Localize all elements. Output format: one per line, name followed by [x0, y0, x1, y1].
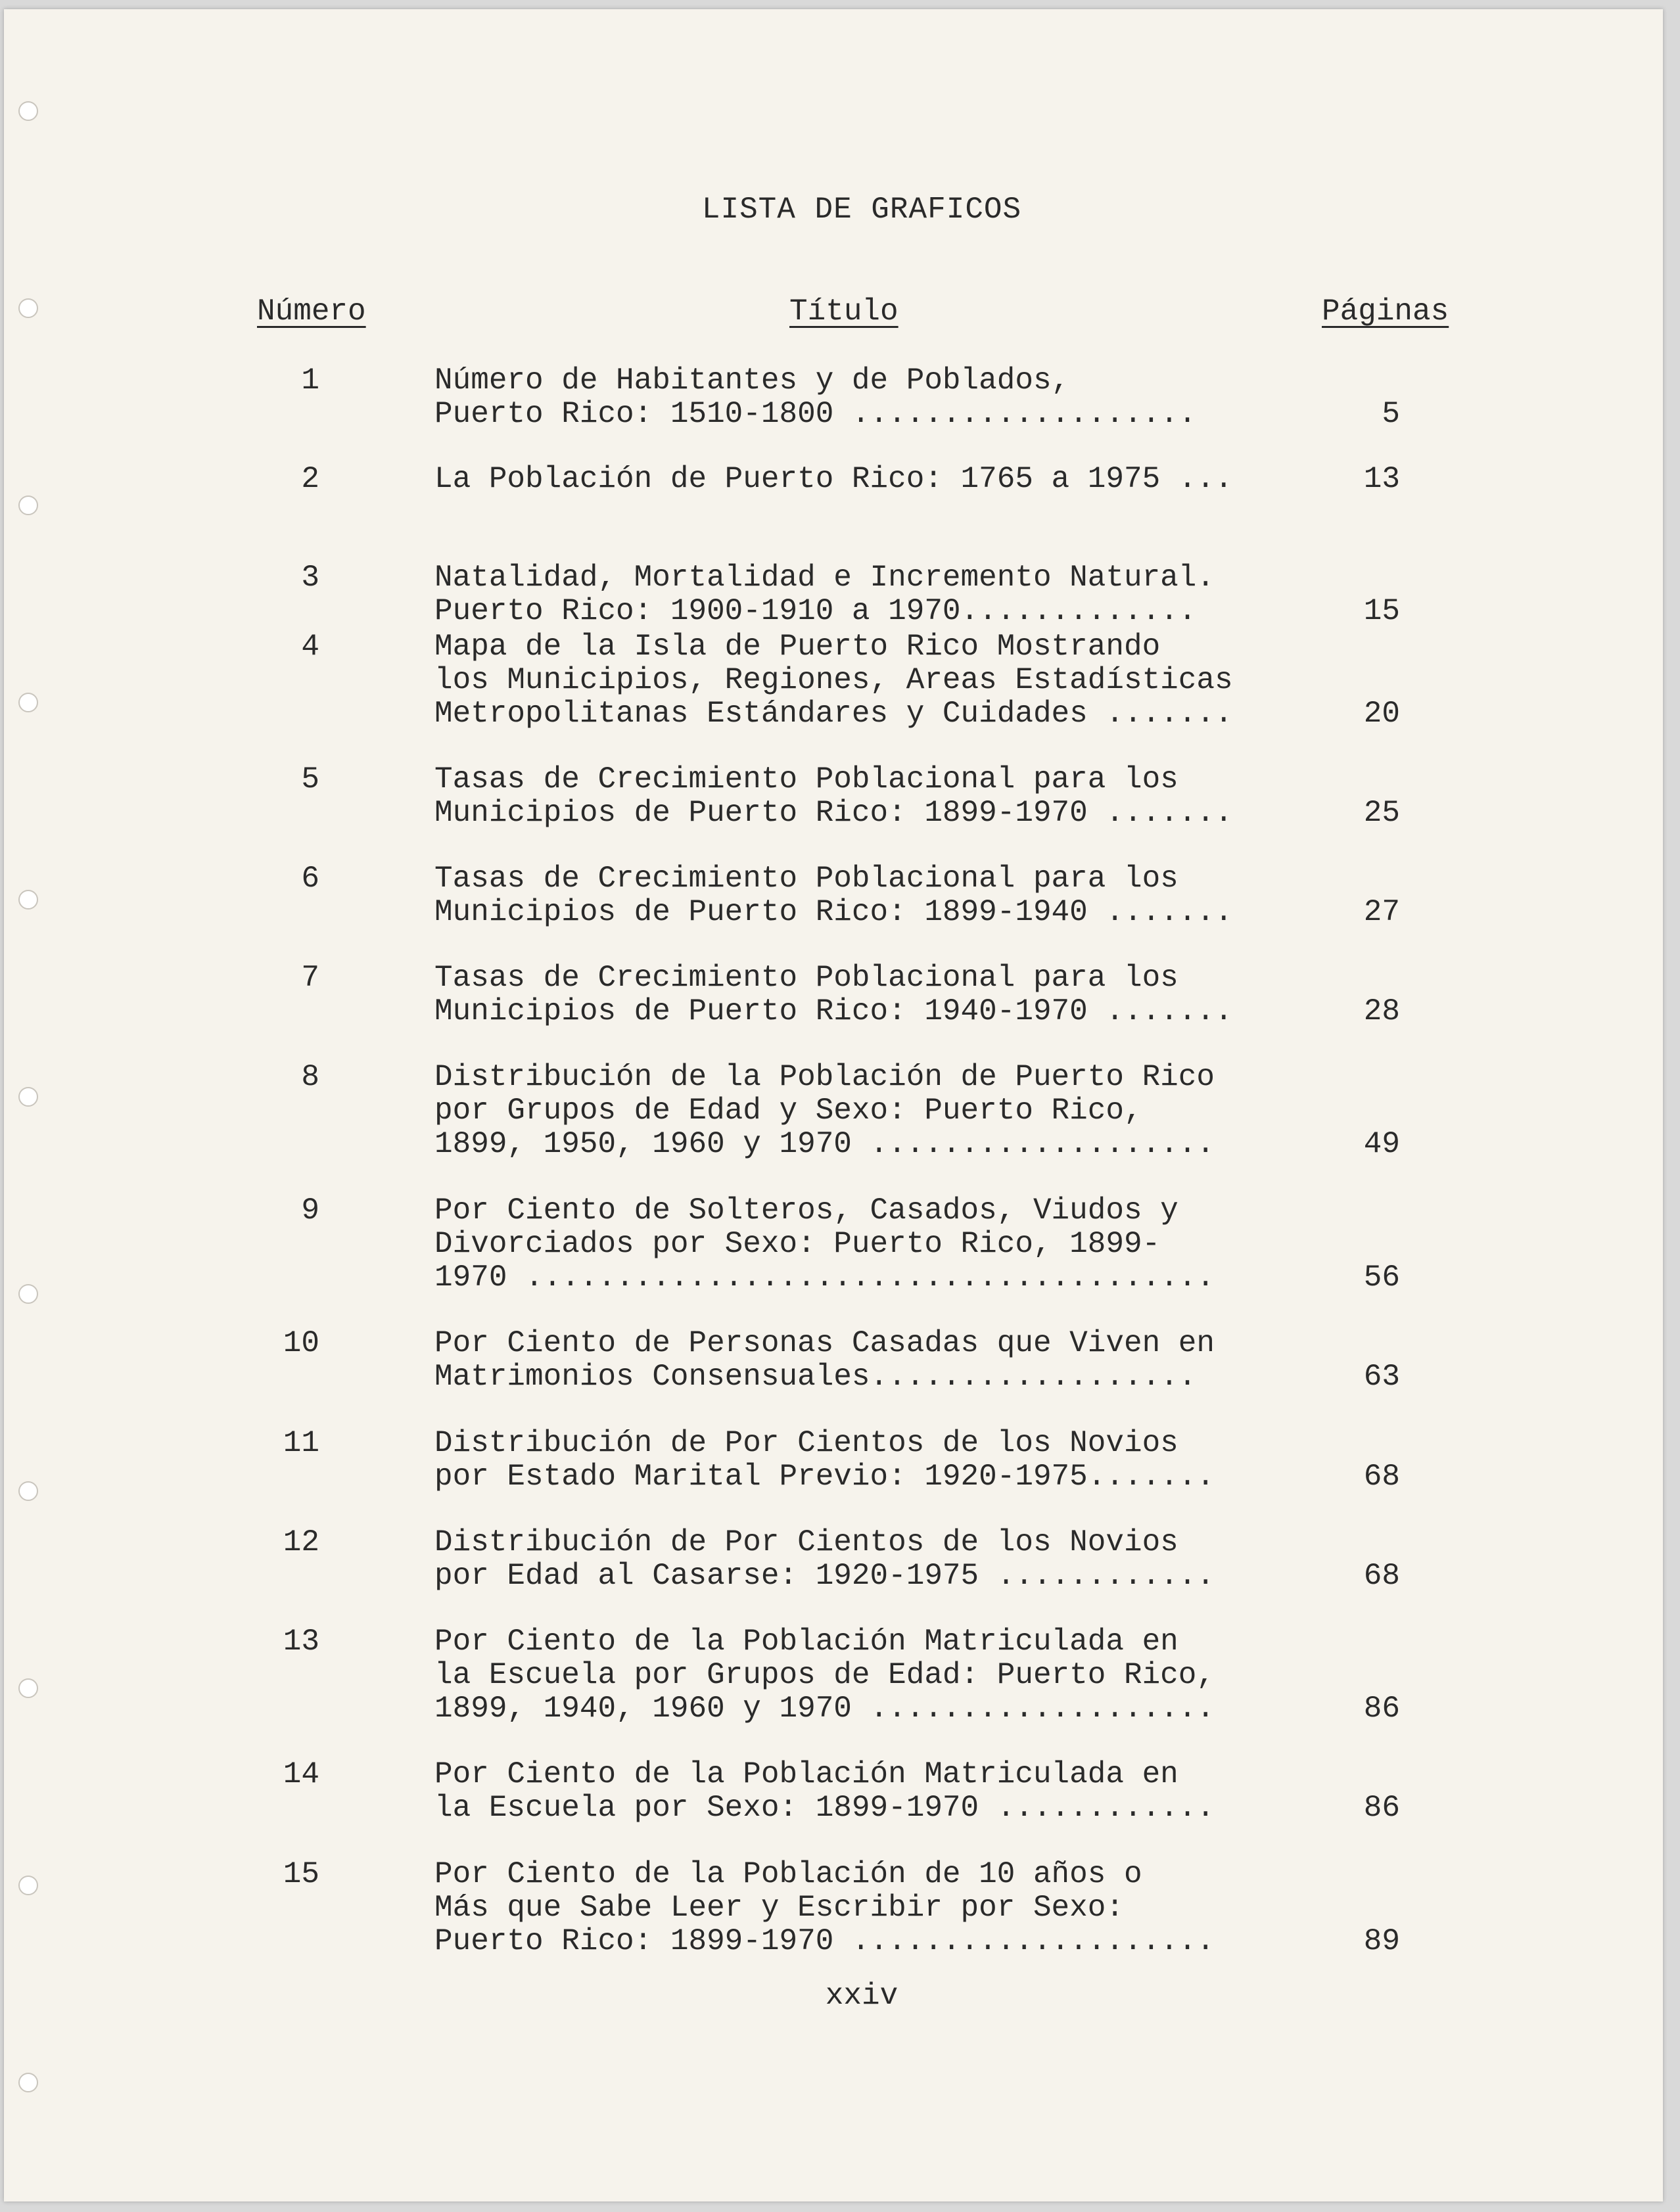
entry-title-line: Matrimonios Consensuales..................: [434, 1360, 1197, 1394]
entry-title-line: 1899, 1950, 1960 y 1970 ...................: [434, 1128, 1215, 1161]
entry-title-line: Tasas de Crecimiento Poblacional para los: [434, 961, 1178, 995]
entry-page: 20: [1363, 697, 1400, 731]
entry-page: 13: [1363, 462, 1400, 496]
entry-page: 5: [1382, 397, 1400, 431]
entry-title-line: Tasas de Crecimiento Poblacional para los: [434, 763, 1178, 796]
header-number: Número: [257, 294, 366, 329]
entry-number: 8: [301, 1060, 319, 1094]
entry-title: [434, 1858, 1342, 1958]
entry-title-line: Tasas de Crecimiento Poblacional para los: [434, 862, 1178, 896]
entry-page: 28: [1363, 994, 1400, 1028]
entry-title-line: Por Ciento de la Población Matriculada en: [434, 1758, 1178, 1791]
entry-number: 13: [283, 1624, 319, 1659]
entry-title-line: por Grupos de Edad y Sexo: Puerto Rico,: [434, 1094, 1142, 1128]
entry-title: [434, 961, 1342, 1028]
entry-title-line: Natalidad, Mortalidad e Incremento Natural.: [434, 561, 1215, 595]
entry-title-line: Mapa de la Isla de Puerto Rico Mostrando: [434, 630, 1161, 664]
entry-title: [434, 1526, 1342, 1593]
entry-number: 10: [283, 1326, 319, 1360]
entry-number: 14: [283, 1757, 319, 1791]
entry-title-line: 1970 ......................................: [434, 1261, 1215, 1295]
entry-title: [434, 630, 1342, 731]
entry-number: 11: [283, 1426, 319, 1460]
entry-number: 5: [301, 762, 319, 796]
entry-title: [434, 561, 1342, 628]
entry-title-line: La Población de Puerto Rico: 1765 a 1975 ...: [434, 463, 1233, 496]
header-pages: Páginas: [1322, 294, 1449, 329]
entry-title-line: Divorciados por Sexo: Puerto Rico, 1899-: [434, 1228, 1161, 1261]
entry-title: [434, 1327, 1342, 1394]
document-body: [4, 9, 1663, 2201]
entry-title-line: Puerto Rico: 1899-1970 ....................: [434, 1925, 1215, 1958]
entry-page: 68: [1363, 1460, 1400, 1494]
entry-title-line: los Municipios, Regiones, Areas Estadísticas: [434, 664, 1233, 697]
entry-number: 9: [301, 1193, 319, 1228]
entry-title: [434, 1427, 1342, 1494]
entry-title-line: Por Ciento de Solteros, Casados, Viudos y: [434, 1194, 1178, 1228]
entry-title: [434, 862, 1342, 929]
page-folio: xxiv: [825, 1979, 898, 2013]
entry-title-line: Número de Habitantes y de Poblados,: [434, 364, 1070, 398]
entry-number: 7: [301, 961, 319, 995]
entry-page: 86: [1363, 1692, 1400, 1726]
entry-title-line: Por Ciento de la Población de 10 años o: [434, 1858, 1142, 1891]
entry-title-line: Por Ciento de Personas Casadas que Viven en: [434, 1327, 1215, 1360]
entry-number: 1: [301, 363, 319, 398]
entry-title: [434, 763, 1342, 830]
entry-title-line: Metropolitanas Estándares y Cuidades .......: [434, 697, 1233, 731]
entry-page: 27: [1363, 895, 1400, 929]
entry-number: 4: [301, 630, 319, 664]
header-title: Título: [789, 294, 898, 329]
entry-title: [434, 1758, 1342, 1825]
entry-page: 25: [1363, 796, 1400, 830]
entry-title: [434, 1194, 1342, 1295]
entry-number: 2: [301, 462, 319, 496]
entry-page: 49: [1363, 1127, 1400, 1161]
entry-page: 15: [1363, 594, 1400, 628]
entry-title-line: Municipios de Puerto Rico: 1899-1970 .......: [434, 796, 1233, 830]
entry-title-line: Distribución de Por Cientos de los Novios: [434, 1427, 1178, 1460]
entry-page: 56: [1363, 1260, 1400, 1295]
page-title: LISTA DE GRAFICOS: [701, 193, 1022, 227]
entry-title-line: la Escuela por Sexo: 1899-1970 ............: [434, 1791, 1215, 1825]
entry-number: 6: [301, 862, 319, 896]
entry-title-line: por Edad al Casarse: 1920-1975 ............: [434, 1559, 1215, 1593]
entry-title-line: Puerto Rico: 1900-1910 a 1970.............: [434, 595, 1197, 628]
entry-title-line: Puerto Rico: 1510-1800 ...................: [434, 398, 1197, 431]
entry-title-line: la Escuela por Grupos de Edad: Puerto Rico,: [434, 1659, 1215, 1692]
entry-page: 63: [1363, 1360, 1400, 1394]
entry-number: 15: [283, 1857, 319, 1891]
entry-number: 12: [283, 1525, 319, 1559]
entry-number: 3: [301, 561, 319, 595]
entry-page: 89: [1363, 1924, 1400, 1958]
entry-page: 68: [1363, 1559, 1400, 1593]
entry-title-line: Municipios de Puerto Rico: 1940-1970 .......: [434, 995, 1233, 1028]
entry-title-line: por Estado Marital Previo: 1920-1975.......: [434, 1460, 1215, 1494]
entry-title-line: Por Ciento de la Población Matriculada en: [434, 1625, 1178, 1659]
entry-title-line: Distribución de Por Cientos de los Novios: [434, 1526, 1178, 1559]
entry-title-line: Distribución de la Población de Puerto Rico: [434, 1061, 1215, 1094]
entry-title-line: Municipios de Puerto Rico: 1899-1940 .......: [434, 896, 1233, 929]
entry-title: [434, 364, 1342, 431]
entry-title: [434, 1061, 1342, 1161]
entry-title-line: Más que Sabe Leer y Escribir por Sexo:: [434, 1891, 1124, 1925]
entry-title: [434, 1625, 1342, 1726]
entry-title-line: 1899, 1940, 1960 y 1970 ...................: [434, 1692, 1215, 1726]
scanned-page: [4, 9, 1663, 2201]
entry-page: 86: [1363, 1791, 1400, 1825]
entry-title: [434, 463, 1342, 496]
